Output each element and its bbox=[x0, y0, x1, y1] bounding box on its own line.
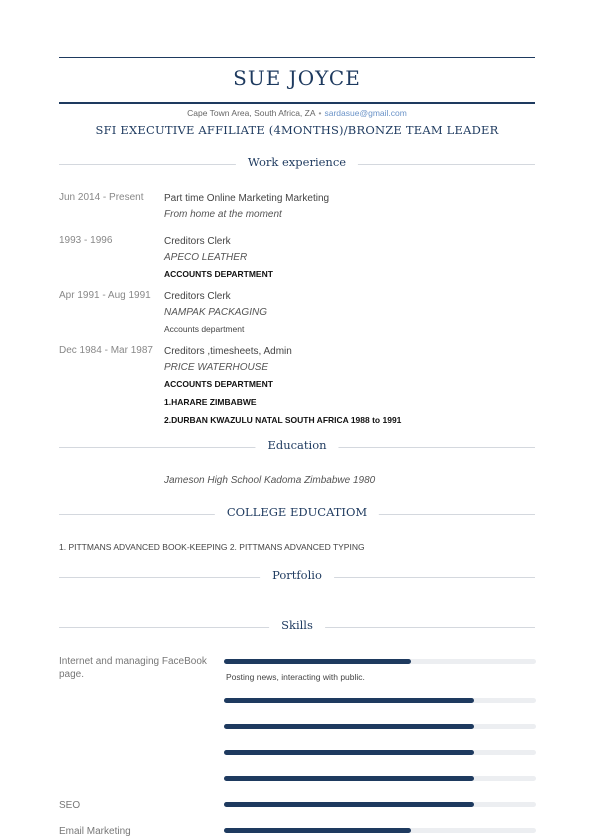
contact-separator: • bbox=[318, 108, 322, 118]
skill-bar-fill bbox=[224, 750, 474, 755]
skill-bar bbox=[224, 776, 536, 781]
skill-bar-fill bbox=[224, 724, 474, 729]
skill-bar bbox=[224, 659, 536, 664]
section-skills bbox=[59, 618, 535, 636]
work-date: 1993 - 1996 bbox=[59, 235, 113, 246]
skill-bar-fill bbox=[224, 802, 474, 807]
college-courses: 1. PITTMANS ADVANCED BOOK-KEEPING 2. PITTMANS ADVANCED TYPING bbox=[59, 542, 365, 552]
name-underline bbox=[59, 102, 535, 104]
work-description: 2.DURBAN KWAZULU NATAL SOUTH AFRICA 1988 to 1991 bbox=[164, 415, 402, 425]
work-date: Dec 1984 - Mar 1987 bbox=[59, 345, 153, 356]
skill-label: Internet and managing FaceBook page. bbox=[59, 656, 207, 680]
education-school: Jameson High School Kadoma Zimbabwe 1980 bbox=[164, 475, 376, 486]
skill-bar bbox=[224, 724, 536, 729]
work-company: PRICE WATERHOUSE bbox=[164, 362, 269, 373]
skill-description: Posting news, interacting with public. bbox=[226, 672, 365, 682]
section-education bbox=[59, 438, 535, 456]
top-rule bbox=[59, 57, 535, 58]
headline: SFI EXECUTIVE AFFILIATE (4MONTHS)/BRONZE TEAM LEADER bbox=[95, 123, 499, 137]
section-title: COLLEGE EDUCATIOM bbox=[215, 505, 379, 519]
skill-label: SEO bbox=[59, 800, 81, 811]
work-role: Creditors Clerk bbox=[164, 236, 231, 247]
section-college-education bbox=[59, 505, 535, 523]
contact-line bbox=[0, 108, 594, 118]
work-date: Apr 1991 - Aug 1991 bbox=[59, 290, 151, 301]
skill-bar bbox=[224, 750, 536, 755]
work-role: Creditors Clerk bbox=[164, 291, 231, 302]
skill-bar bbox=[224, 698, 536, 703]
skill-bar-fill bbox=[224, 659, 411, 664]
work-description: 1.HARARE ZIMBABWE bbox=[164, 397, 257, 407]
skill-bar-fill bbox=[224, 828, 411, 833]
skill-label: Email Marketing bbox=[59, 826, 131, 837]
section-title: Portfolio bbox=[260, 568, 334, 582]
work-company: APECO LEATHER bbox=[164, 252, 248, 263]
skill-bar-fill bbox=[224, 698, 474, 703]
email-link[interactable]: sardasue@gmail.com bbox=[324, 108, 407, 118]
section-work-experience bbox=[59, 155, 535, 173]
work-description: Accounts department bbox=[164, 324, 245, 334]
candidate-name: SUE JOYCE bbox=[233, 66, 361, 90]
location-text: Cape Town Area, South Africa, ZA bbox=[187, 108, 316, 118]
skill-bar-fill bbox=[224, 776, 474, 781]
work-company: NAMPAK PACKAGING bbox=[164, 307, 267, 318]
work-description: ACCOUNTS DEPARTMENT bbox=[164, 379, 273, 389]
work-company: From home at the moment bbox=[164, 209, 282, 220]
section-title: Skills bbox=[269, 618, 325, 632]
work-role: Part time Online Marketing Marketing bbox=[164, 193, 330, 204]
work-role: Creditors ,timesheets, Admin bbox=[164, 346, 292, 357]
work-date: Jun 2014 - Present bbox=[59, 192, 144, 203]
skill-bar bbox=[224, 802, 536, 807]
work-description: ACCOUNTS DEPARTMENT bbox=[164, 269, 273, 279]
skill-bar bbox=[224, 828, 536, 833]
section-portfolio bbox=[59, 568, 535, 586]
section-title: Education bbox=[255, 438, 338, 452]
section-title: Work experience bbox=[236, 155, 358, 169]
